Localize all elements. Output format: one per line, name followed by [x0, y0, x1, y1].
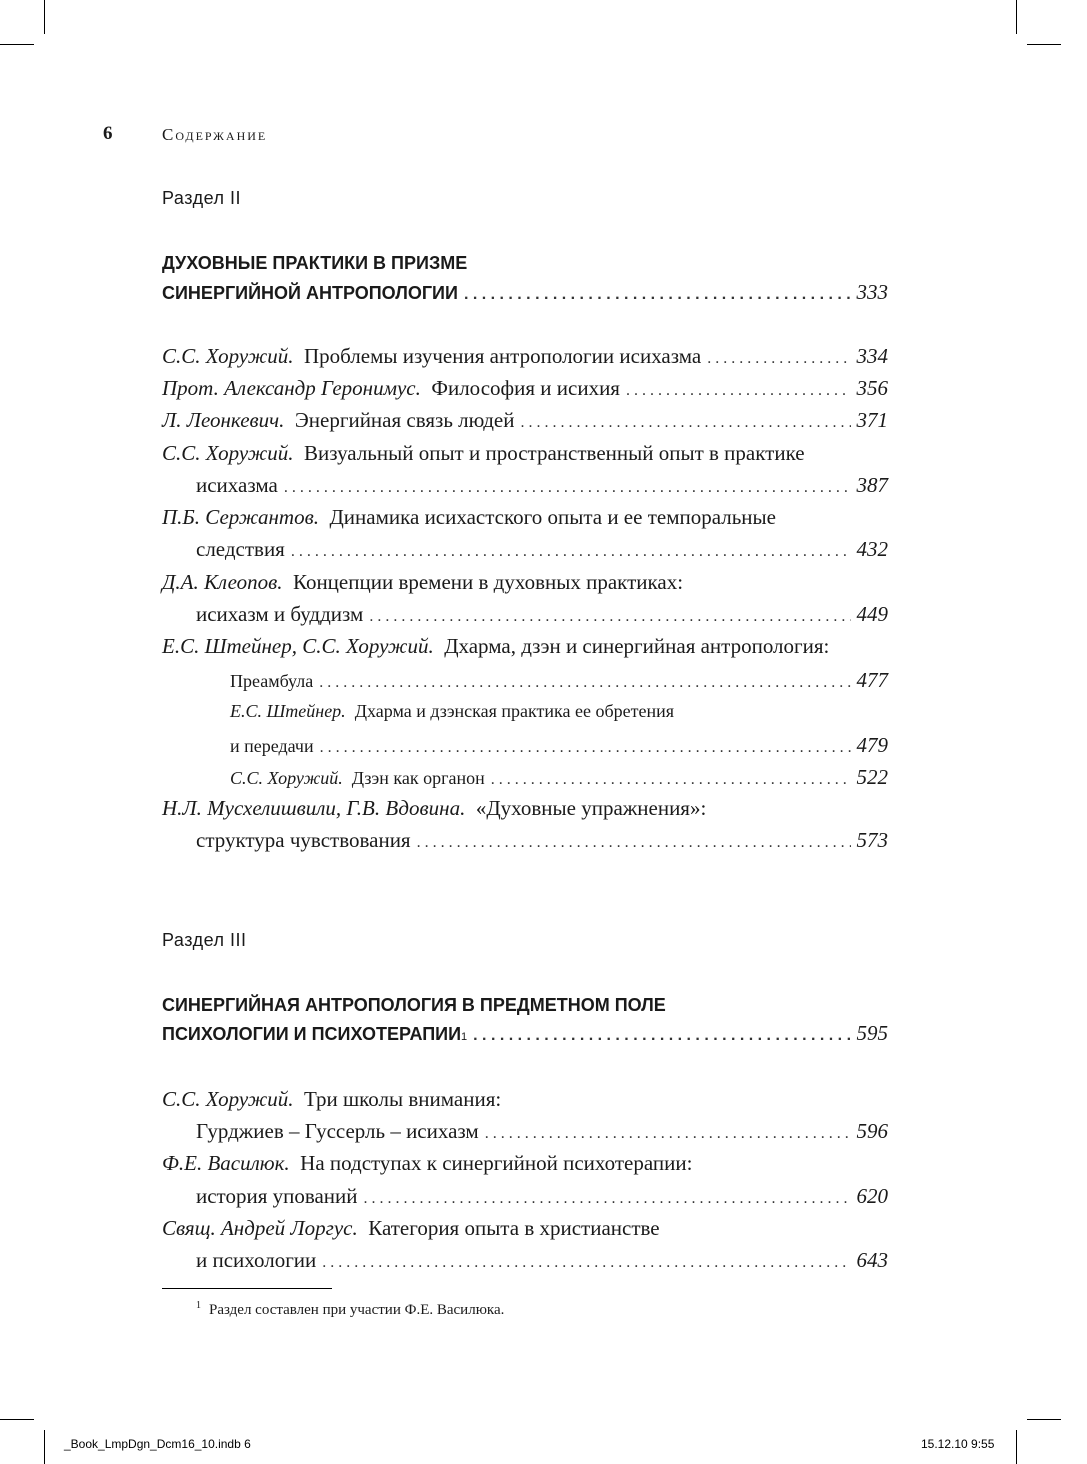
entry-title: Три школы внимания: [303, 1087, 502, 1111]
crop-mark [0, 1419, 34, 1420]
crop-mark [1016, 0, 1017, 34]
dot-leader [491, 771, 851, 789]
entry-title: Концепции времени в духовных практиках: [292, 570, 684, 594]
entry-title-cont: история упований [196, 1184, 358, 1208]
crop-mark [1027, 1419, 1061, 1420]
entry-title: Философия и исихия [431, 376, 620, 400]
toc-entry[interactable] [162, 1087, 888, 1119]
crop-mark [1016, 1430, 1017, 1464]
dot-leader [369, 608, 850, 626]
entry-title: «Духовные упражнения»: [475, 796, 707, 820]
footnote-text: Раздел составлен при участии Ф.Е. Василюка. [209, 1302, 505, 1318]
dot-leader [485, 1125, 851, 1143]
page-ref: 522 [856, 765, 888, 789]
dot-leader [364, 1190, 851, 1208]
footnote [196, 1300, 504, 1319]
entry-author: Д.А. Клеопов. [162, 570, 283, 594]
entry-author: Свящ. Андрей Лоргус. [162, 1216, 358, 1240]
entry-title-cont: Гурджиев – Гуссерль – исихазм [196, 1119, 479, 1143]
crop-mark [1027, 44, 1061, 45]
toc-entry[interactable] [162, 796, 888, 828]
entry-author: Е.С. Штейнер. [230, 701, 346, 721]
toc-subentry-continuation[interactable] [230, 733, 888, 765]
toc-subentry[interactable] [230, 668, 888, 700]
entry-title: Преамбула [230, 671, 314, 691]
section-2-label: Раздел II [162, 188, 241, 208]
entry-author: С.С. Хоружий. [162, 441, 294, 465]
dot-leader [319, 674, 850, 692]
entry-title: Категория опыта в христианстве [368, 1216, 660, 1240]
page-ref: 479 [856, 733, 888, 757]
page-number: 6 [103, 123, 113, 144]
dot-leader [320, 739, 851, 757]
section-3-title-entry[interactable] [162, 1021, 888, 1053]
section-3-label: Раздел III [162, 930, 247, 950]
toc-entry[interactable] [162, 408, 888, 440]
dot-leader [291, 543, 851, 561]
entry-title-cont: исихазма [196, 473, 278, 497]
section-2-title-entry[interactable] [162, 280, 888, 312]
toc-entry-continuation[interactable] [196, 1184, 888, 1216]
running-title: Содержание [162, 125, 268, 144]
page-ref: 596 [856, 1119, 888, 1143]
entry-title: Дзэн как органон [351, 768, 485, 788]
crop-mark [44, 1430, 45, 1464]
toc-entry-continuation[interactable] [196, 537, 888, 569]
entry-title: На подступах к синергийной психотерапии: [300, 1151, 693, 1175]
page-ref: 449 [856, 602, 888, 626]
toc-entry[interactable] [162, 376, 888, 408]
crop-mark [0, 44, 34, 45]
entry-title-cont: и психологии [196, 1248, 317, 1272]
entry-title: Визуальный опыт и пространственный опыт в практике [303, 441, 805, 465]
entry-author: С.С. Хоружий. [162, 1087, 294, 1111]
dot-leader [284, 479, 851, 497]
toc-entry-continuation[interactable] [196, 602, 888, 634]
crop-mark [44, 0, 45, 34]
dot-leader [473, 1027, 850, 1045]
toc-entry[interactable] [162, 1216, 888, 1248]
page-ref: 432 [856, 537, 888, 561]
entry-title-cont: структура чувствования [196, 828, 411, 852]
footnote-ref[interactable]: 1 [461, 1031, 468, 1043]
entry-author: Л. Леонкевич. [162, 408, 285, 432]
section-2-title-line1: ДУХОВНЫЕ ПРАКТИКИ В ПРИЗМЕ [162, 253, 468, 273]
footnote-divider [162, 1288, 332, 1289]
entry-title: Энергийная связь людей [294, 408, 515, 432]
entry-author: Е.С. Штейнер, С.С. Хоружий. [162, 634, 434, 658]
toc-entry[interactable] [162, 1151, 888, 1183]
dot-leader [521, 414, 851, 432]
toc-entry[interactable] [162, 634, 888, 666]
page-ref: 333 [856, 280, 888, 304]
page-ref: 387 [856, 473, 888, 497]
page-ref: 573 [856, 828, 888, 852]
dot-leader [626, 382, 851, 400]
page-ref: 477 [856, 668, 888, 692]
toc-entry-continuation[interactable] [196, 1119, 888, 1151]
entry-author: Ф.Е. Василюк. [162, 1151, 290, 1175]
section-2-title-line2: СИНЕРГИЙНОЙ АНТРОПОЛОГИИ [162, 283, 458, 303]
dot-leader [322, 1254, 850, 1272]
toc-entry-continuation[interactable] [196, 473, 888, 505]
entry-title-cont: и передачи [230, 736, 314, 756]
section-3-title-line2: ПСИХОЛОГИИ И ПСИХОТЕРАПИИ [162, 1024, 462, 1044]
page-ref: 371 [856, 408, 888, 432]
slug-date: 15.12.10 9:55 [921, 1437, 995, 1451]
dot-leader [417, 834, 851, 852]
entry-title: Динамика исихастского опыта и ее темпоральные [329, 505, 776, 529]
toc-entry[interactable] [162, 441, 888, 473]
toc-subentry[interactable] [230, 765, 888, 797]
entry-author: Прот. Александр Геронимус. [162, 376, 421, 400]
entry-title: Дхарма и дзэнская практика ее обретения [354, 701, 675, 721]
entry-author: С.С. Хоружий. [162, 344, 294, 368]
page-ref: 595 [856, 1021, 888, 1045]
entry-author: С.С. Хоружий. [230, 768, 343, 788]
page-ref: 334 [856, 344, 888, 368]
page-ref: 356 [856, 376, 888, 400]
entry-title-cont: следствия [196, 537, 285, 561]
dot-leader [707, 350, 850, 368]
page-ref: 620 [856, 1184, 888, 1208]
toc-entry[interactable] [162, 505, 888, 537]
entry-title-cont: исихазм и буддизм [196, 602, 364, 626]
entry-author: П.Б. Сержантов. [162, 505, 319, 529]
toc-entry[interactable] [162, 344, 888, 376]
toc-entry-continuation[interactable] [196, 828, 888, 860]
toc-subentry[interactable] [230, 701, 888, 733]
entry-title: Проблемы изучения антропологии исихазма [303, 344, 702, 368]
entry-title: Дхарма, дзэн и синергийная антропология: [444, 634, 830, 658]
toc-entry[interactable] [162, 570, 888, 602]
slug-file: _Book_LmpDgn_Dcm16_10.indb 6 [64, 1437, 251, 1451]
entry-author: Н.Л. Мусхелишвили, Г.В. Вдовина. [162, 796, 466, 820]
page-ref: 643 [856, 1248, 888, 1272]
toc-entry-continuation[interactable] [196, 1248, 888, 1280]
section-3-title-line1: СИНЕРГИЙНАЯ АНТРОПОЛОГИЯ В ПРЕДМЕТНОМ ПОЛЕ [162, 995, 666, 1015]
footnote-mark: 1 [196, 1300, 201, 1311]
dot-leader [464, 286, 851, 304]
